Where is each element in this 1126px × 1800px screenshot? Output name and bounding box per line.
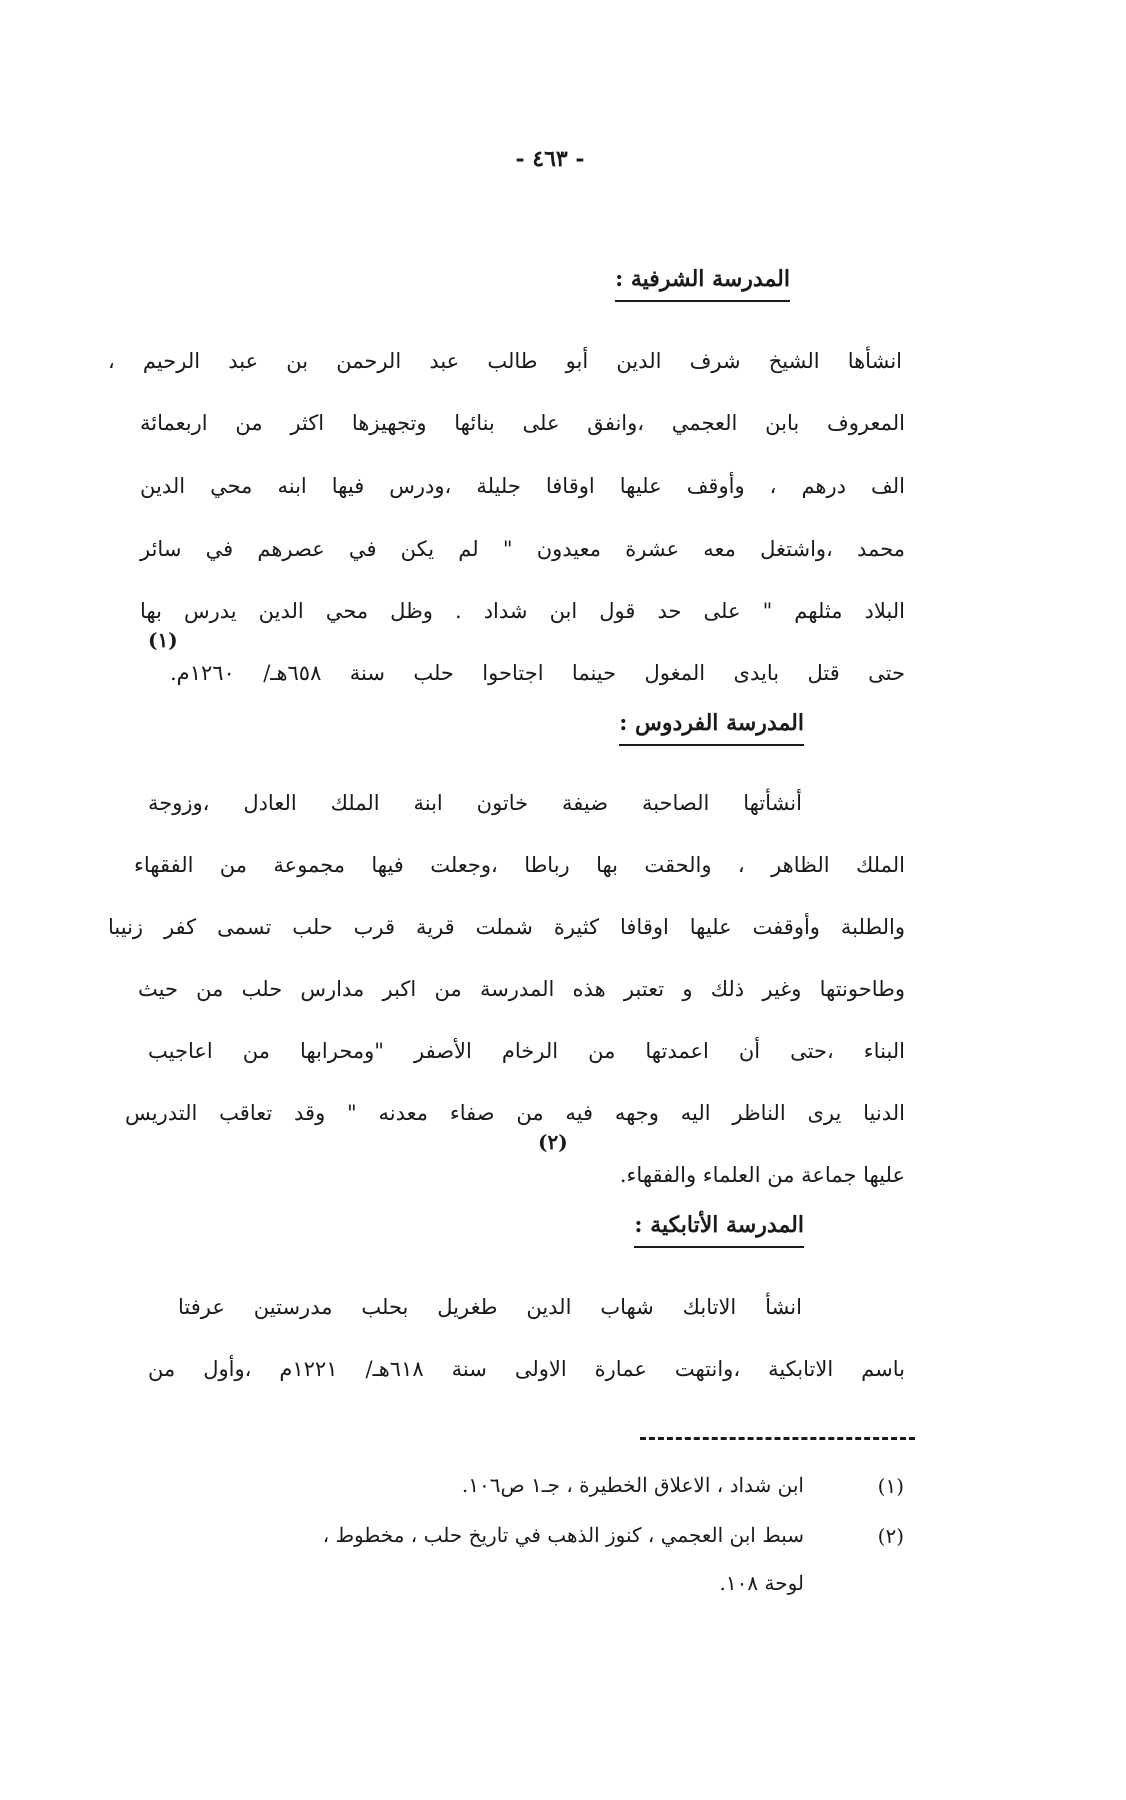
section-heading-atabakiya: المدرسة الأتابكية :: [634, 1212, 804, 1248]
paragraph-line: باسم الاتابكية ،وانتهت عمارة الاولى سنة ٦١٨هـ/ ١٢٢١م ،وأول من: [148, 1357, 905, 1381]
footnote-separator: [640, 1437, 915, 1440]
paragraph-line: انشأ الاتابك شهاب الدين طغريل بحلب مدرستين عرفتا: [178, 1295, 802, 1319]
footnote-number: (٢): [877, 1524, 904, 1548]
paragraph-line: عليها جماعة من العلماء والفقهاء.: [619, 1163, 905, 1187]
section-heading-firdaws: المدرسة الفردوس :: [619, 710, 804, 746]
paragraph-line: المعروف بابن العجمي ،وانفق على بنائها وتجهيزها اكثر من اربعمائة: [140, 411, 905, 435]
page-number: - ٤٦٣ -: [515, 146, 585, 172]
paragraph-line: البناء ،حتى أن اعمدتها من الرخام الأصفر "ومحرابها من اعاجيب: [148, 1039, 905, 1063]
paragraph-line: وطاحونتها وغير ذلك و تعتبر هذه المدرسة من اكبر مدارس حلب من حيث: [138, 977, 905, 1001]
paragraph-line: البلاد مثلهم " على حد قول ابن شداد . وظل محي الدين يدرس بها: [140, 599, 905, 623]
footnote-text: سبط ابن العجمي ، كنوز الذهب في تاريخ حلب ، مخطوط ،: [322, 1523, 804, 1547]
paragraph-line: انشأها الشيخ شرف الدين أبو طالب عبد الرحمن بن عبد الرحيم ،: [108, 349, 902, 373]
paragraph-line: والطلبة وأوقفت عليها اوقافا كثيرة شملت قرية قرب حلب تسمى كفر زنيبا: [108, 915, 905, 939]
paragraph-line: الملك الظاهر ، والحقت بها رباطا ،وجعلت فيها مجموعة من الفقهاء: [134, 853, 905, 877]
footnote-reference: (١): [148, 628, 178, 652]
footnote-number: (١): [877, 1474, 904, 1498]
section-heading-sharafiya: المدرسة الشرفية :: [615, 266, 790, 302]
paragraph-line: الدنيا يرى الناظر اليه وجهه فيه من صفاء معدنه " وقد تعاقب التدريس: [125, 1101, 905, 1125]
paragraph-line: حتى قتل بايدى المغول حينما اجتاحوا حلب سنة ٦٥٨هـ/ ١٢٦٠م.: [170, 661, 905, 685]
footnote-reference: (٢): [538, 1130, 568, 1154]
footnote-text: لوحة ١٠٨.: [719, 1571, 804, 1595]
paragraph-line: الف درهم ، وأوقف عليها اوقافا جليلة ،ودرس فيها ابنه محي الدين: [140, 474, 905, 498]
paragraph-line: محمد ،واشتغل معه عشرة معيدون " لم يكن في عصرهم في سائر: [140, 537, 905, 561]
paragraph-line: أنشأتها الصاحبة ضيفة خاتون ابنة الملك العادل ،وزوجة: [148, 791, 802, 815]
footnote-text: ابن شداد ، الاعلاق الخطيرة ، جـ١ ص١٠٦.: [461, 1473, 804, 1497]
